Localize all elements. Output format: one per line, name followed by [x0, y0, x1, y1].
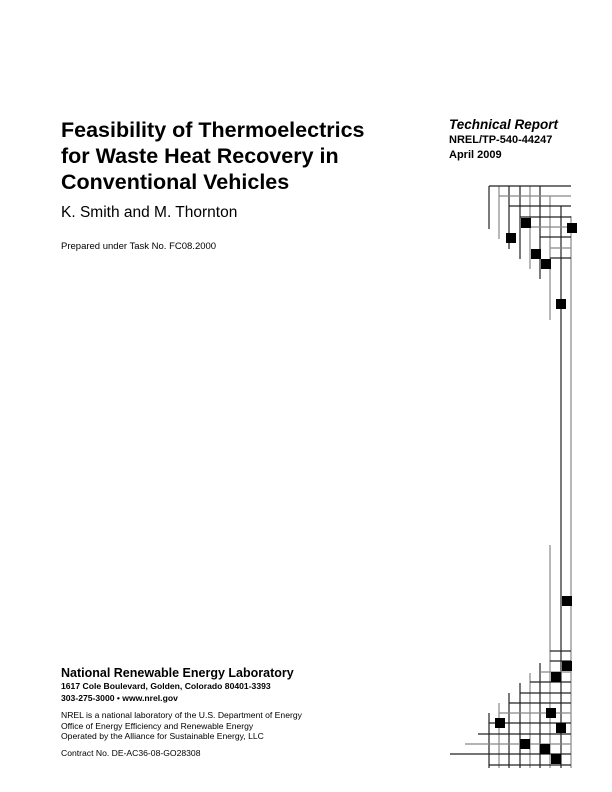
task-number: Prepared under Task No. FC08.2000 — [61, 241, 217, 252]
grid-square — [556, 723, 566, 733]
grid-square — [520, 739, 530, 749]
grid-square — [531, 249, 541, 259]
publisher-block — [61, 666, 302, 758]
grid-square — [541, 259, 551, 269]
grid-square — [546, 708, 556, 718]
description-line-1: NREL is a national laboratory of the U.S. Department of Energy — [61, 710, 302, 720]
report-title — [61, 117, 421, 195]
report-type: Technical Report — [449, 117, 559, 132]
publisher-contact: 303-275-3000 • www.nrel.gov — [61, 692, 178, 703]
publisher-description — [61, 710, 302, 742]
grid-square — [540, 744, 550, 754]
title-line-2: for Waste Heat Recovery in — [61, 144, 339, 168]
title-line-3: Conventional Vehicles — [61, 170, 290, 194]
grid-square — [567, 223, 577, 233]
grid-square — [562, 596, 572, 606]
grid-square — [506, 233, 516, 243]
report-date: April 2009 — [449, 149, 502, 161]
authors: K. Smith and M. Thornton — [61, 204, 238, 221]
description-line-3: Operated by the Alliance for Sustainable Energy, LLC — [61, 731, 264, 742]
grid-square — [495, 718, 505, 728]
grid-square — [562, 661, 572, 671]
report-number: NREL/TP-540-44247 — [449, 134, 553, 146]
title-line-1: Feasibility of Thermoelectrics — [61, 118, 365, 142]
report-info — [449, 116, 558, 163]
publisher-address: 1617 Cole Boulevard, Golden, Colorado 80401-3393 — [61, 681, 271, 691]
grid-square — [551, 754, 561, 764]
description-line-2: Office of Energy Efficiency and Renewable Energy — [61, 720, 254, 731]
publisher-name: National Renewable Energy Laboratory — [61, 666, 294, 680]
contract-number: Contract No. DE-AC36-08-GO28308 — [61, 747, 201, 758]
grid-square — [556, 299, 566, 309]
grid-square — [521, 218, 531, 228]
grid-square — [551, 672, 561, 682]
